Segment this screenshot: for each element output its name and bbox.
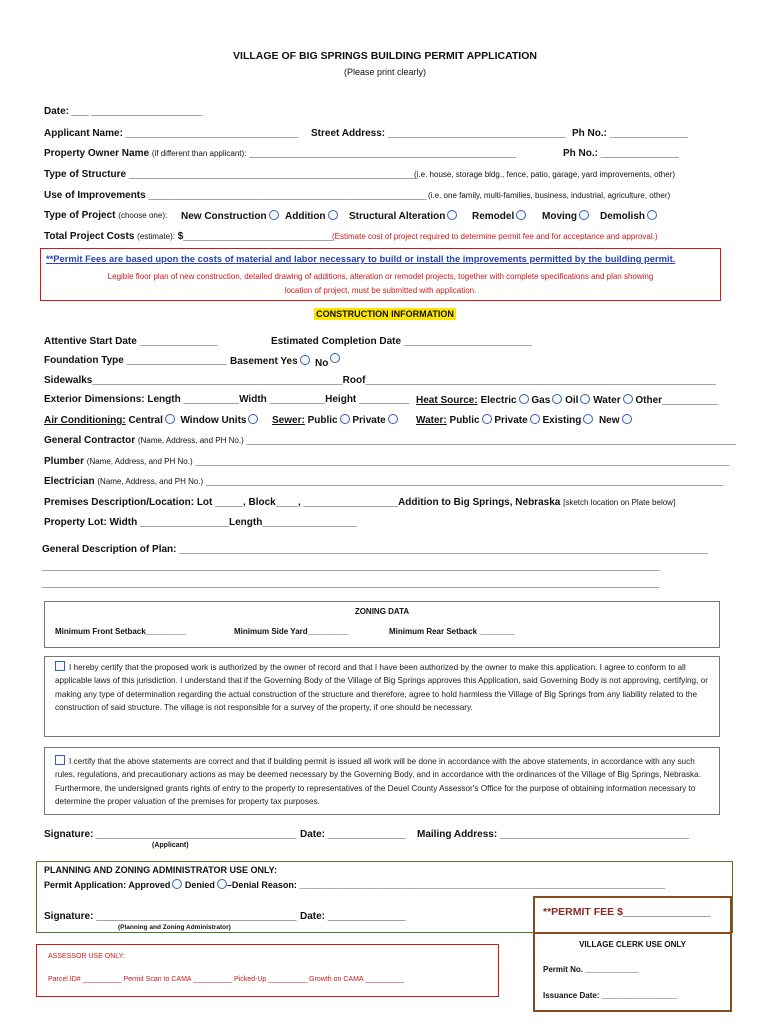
heat-water[interactable]: [593, 395, 632, 406]
basement-no[interactable]: [315, 353, 340, 369]
electrician-label: Electrician: [44, 476, 95, 487]
admin-date-field[interactable]: Date: ______________: [300, 911, 406, 922]
admin-caption: (Planning and Zoning Administrator): [118, 924, 231, 931]
gc-label: General Contractor: [44, 435, 136, 446]
permit-application-label: Permit Application:: [44, 880, 127, 890]
applicant-date-field[interactable]: Date: ______________: [300, 829, 406, 840]
plumber-label: Plumber: [44, 456, 85, 467]
remodel-label: Remodel: [472, 211, 515, 222]
assessor-heading: ASSESSOR USE ONLY:: [48, 953, 125, 960]
ac-window-label: Window Units: [180, 415, 247, 426]
construction-heading: [0, 309, 770, 319]
sidewalks-roof-field[interactable]: Sidewalks_____________________________________________Roof_______________________________________________________________: [44, 375, 716, 386]
addition-label: Addition: [285, 211, 326, 222]
assessor-row[interactable]: Parcel ID# __________ Permit Scan to CAMA __________ Picked-Up __________ Growth on CAMA __________: [48, 976, 405, 983]
owner-label: Property Owner Name: [44, 148, 150, 159]
heat-other-line[interactable]: __________: [662, 395, 718, 406]
heat-electric[interactable]: [480, 395, 528, 406]
sewer-row: [272, 414, 398, 426]
plan-row: [42, 544, 708, 555]
form-subtitle: (Please print clearly): [343, 67, 427, 77]
radio-icon[interactable]: [519, 394, 529, 404]
issuance-date-field[interactable]: Issuance Date: _________________: [543, 991, 678, 1000]
moving-label: Moving: [542, 211, 577, 222]
basement-no-label: No: [315, 358, 329, 369]
assessor-box: [36, 944, 499, 997]
sewer-public-label: Public: [307, 415, 338, 426]
water-private[interactable]: [494, 415, 539, 426]
admin-signature-field[interactable]: Signature: ____________________________________: [44, 911, 297, 922]
radio-icon[interactable]: [580, 394, 590, 404]
new-construction-label: New Construction: [181, 211, 267, 222]
construction-heading-text: CONSTRUCTION INFORMATION: [316, 309, 454, 319]
sewer-private[interactable]: [352, 415, 397, 426]
heat-source-row: [416, 394, 718, 406]
radio-icon[interactable]: [330, 353, 340, 363]
water-label: Water:: [416, 415, 447, 426]
sewer-private-label: Private: [352, 415, 386, 426]
premises-note: [sketch location on Plate below]: [563, 498, 676, 507]
heat-gas[interactable]: [531, 395, 562, 406]
project-demolish[interactable]: [600, 210, 657, 222]
radio-icon[interactable]: [248, 414, 258, 424]
radio-icon[interactable]: [447, 210, 457, 220]
electrician-row: [44, 476, 723, 487]
denied-option[interactable]: [185, 880, 227, 890]
permit-no-field[interactable]: Permit No. ____________: [543, 965, 639, 974]
owner-row: [44, 148, 516, 159]
structure-field[interactable]: Type of Structure ____________________________________________________: [44, 169, 419, 180]
radio-icon[interactable]: [388, 414, 398, 424]
side-yard-field[interactable]: Minimum Side Yard_________: [234, 627, 348, 636]
applicant-caption: (Applicant): [152, 842, 189, 849]
phone-field[interactable]: Ph No.: ______________: [572, 128, 688, 139]
mailing-address-field[interactable]: Mailing Address: __________________________________: [417, 829, 690, 840]
plumber-field[interactable]: ________________________________________________________________________________________________: [195, 456, 730, 467]
heat-oil-label: Oil: [565, 395, 579, 406]
radio-icon[interactable]: [623, 394, 633, 404]
certify-text-2: I certify that the above statements are correct and that if building permit is issued all work will be done in accordance with the above statements, in accordance with any such rules, regulations, and precautionary actions as may be deemed necessary by the Governing Body, and in accordance with the ordinances of the Village of Big Springs, Nebraska. Furthermore, the undersigned grants rights of entry to the property to representatives of the Deuel County Assessor's Office for the purpose of obtaining information necessary to determine the proper valuation of the premises for property tax purposes.: [55, 757, 701, 807]
ac-label: Air Conditioning:: [44, 415, 126, 426]
structure-note: (i.e. house, storage bldg., fence, patio, garage, yard improvements, other): [414, 170, 676, 179]
plan-line-1[interactable]: _______________________________________________________________________________________________: [179, 544, 708, 555]
costs-label: Total Project Costs: [44, 231, 135, 242]
heat-electric-label: Electric: [480, 395, 517, 406]
owner-note: (if different than applicant):: [151, 149, 247, 158]
heat-other-label: Other: [635, 395, 663, 406]
improvements-note: (i.e. one family, multi-families, business, industrial, agriculture, other): [428, 191, 671, 200]
radio-icon[interactable]: [530, 414, 540, 424]
property-lot-field[interactable]: Property Lot: Width ________________Length_________________: [44, 517, 357, 528]
structural-alteration-label: Structural Alteration: [349, 211, 446, 222]
water-public[interactable]: [450, 415, 492, 426]
checkbox-icon[interactable]: [55, 755, 65, 765]
plumber-note: (Name, Address, and PH No.): [86, 457, 193, 466]
radio-icon[interactable]: [622, 414, 632, 424]
radio-icon[interactable]: [300, 355, 310, 365]
radio-icon[interactable]: [552, 394, 562, 404]
costs-note: (estimate):: [137, 232, 175, 241]
foundation-field[interactable]: Foundation Type __________________: [44, 355, 227, 366]
plumber-row: [44, 456, 729, 467]
water-public-label: Public: [449, 415, 480, 426]
approved-label: Approved: [128, 880, 171, 890]
water-existing-label: Existing: [542, 415, 582, 426]
costs-red-note: (Estimate cost of project required to determine permit fee and for acceptance and approval.): [332, 232, 658, 241]
water-new-label: New: [598, 415, 620, 426]
ac-window-units[interactable]: [180, 415, 258, 426]
front-setback-field[interactable]: Minimum Front Setback_________: [55, 627, 186, 636]
permit-fee-field[interactable]: _______________: [622, 906, 711, 918]
project-type-row: [44, 210, 167, 221]
certify-text-1: I hereby certify that the proposed work is authorized by the owner of record and that I have been authorized by the owner to make this application. I agree to conform to all applicable laws of this jurisdiction. I understand that if the Governing Body of the Village of Big Springs approves this Application, said Governing Body is not approving, certifying, or making any type of determination regarding the actual construction of the structure and therefore, agree to hold harmless the Village of Big Springs from any liability related to the construction of said structure. The village is not responsible for a survey of the property, if one should be necessary.: [55, 663, 708, 713]
certify-paragraph-2: [55, 755, 717, 809]
completion-date-field[interactable]: Estimated Completion Date _______________________: [271, 336, 532, 347]
project-addition[interactable]: [285, 210, 338, 222]
notice-line3: location of project, must be submitted with application.: [284, 286, 477, 295]
zoning-heading: ZONING DATA: [354, 607, 410, 616]
ac-central[interactable]: [128, 415, 174, 426]
demolish-label: Demolish: [600, 211, 646, 222]
radio-icon[interactable]: [516, 210, 526, 220]
costs-row: [44, 231, 333, 242]
general-contractor-field[interactable]: ________________________________________________________________________________________: [246, 435, 736, 446]
project-moving[interactable]: [542, 210, 589, 222]
owner-name-field[interactable]: ________________________________________________: [249, 148, 517, 159]
permit-decision-row: [44, 879, 665, 890]
exterior-dimensions-field[interactable]: Exterior Dimensions: Length __________Width __________Height _________: [44, 394, 410, 405]
water-existing[interactable]: [542, 415, 593, 426]
radio-icon[interactable]: [340, 414, 350, 424]
project-new-construction[interactable]: [181, 210, 279, 222]
electrician-note: (Name, Address, and PH No.): [97, 477, 204, 486]
denial-reason-field[interactable]: –Denial Reason: _________________________________________________________________________: [226, 880, 665, 890]
radio-icon[interactable]: [579, 210, 589, 220]
rear-setback-field[interactable]: Minimum Rear Setback ________: [389, 627, 515, 636]
applicant-signature-field[interactable]: Signature: ____________________________________: [44, 829, 297, 840]
owner-phone-field[interactable]: Ph No.: ______________: [563, 148, 679, 159]
heat-water-label: Water: [593, 395, 621, 406]
radio-icon[interactable]: [217, 879, 227, 889]
sewer-public[interactable]: [308, 415, 350, 426]
project-type-label: Type of Project: [44, 210, 116, 221]
checkbox-icon[interactable]: [55, 661, 65, 671]
applicant-name-field[interactable]: Applicant Name: _______________________________: [44, 128, 299, 139]
premises-field[interactable]: Premises Description/Location: Lot _____, Block____, _________________Addition to Big Springs, Nebraska: [44, 497, 561, 508]
ac-row: [44, 414, 258, 426]
permit-fee-row: [543, 906, 711, 918]
project-type-note: (choose one):: [118, 211, 168, 220]
radio-icon[interactable]: [647, 210, 657, 220]
permit-fee-label: **PERMIT FEE $: [543, 906, 623, 918]
water-new[interactable]: [599, 415, 632, 426]
heat-oil[interactable]: [565, 395, 590, 406]
plan-label: General Description of Plan:: [42, 544, 177, 555]
heat-source-label: Heat Source:: [416, 395, 478, 406]
radio-icon[interactable]: [482, 414, 492, 424]
start-date-field[interactable]: Attentive Start Date ______________: [44, 336, 218, 347]
denied-label: Denied: [184, 880, 215, 890]
plan-line-3[interactable]: _______________________________________________________________________________________________________________: [42, 578, 660, 589]
radio-icon[interactable]: [172, 879, 182, 889]
radio-icon[interactable]: [269, 210, 279, 220]
project-structural-alteration[interactable]: [349, 210, 457, 222]
radio-icon[interactable]: [328, 210, 338, 220]
approved-option[interactable]: [128, 880, 182, 890]
radio-icon[interactable]: [165, 414, 175, 424]
form-title: VILLAGE OF BIG SPRINGS BUILDING PERMIT APPLICATION: [233, 50, 537, 62]
improvements-field[interactable]: Use of Improvements __________________________________________________: [44, 190, 427, 201]
basement-yes-label: Basement Yes: [230, 356, 298, 367]
gc-note: (Name, Address, and PH No.): [137, 436, 244, 445]
electrician-field[interactable]: _____________________________________________________________________________________________: [205, 476, 724, 487]
date-field[interactable]: Date: ___ ____________________: [44, 106, 203, 117]
notice-line2: Legible floor plan of new construction, detailed drawing of additions, alteration or remodel projects, together with complete specifications and plan showing: [107, 272, 654, 281]
premises-row: [44, 497, 675, 508]
water-private-label: Private: [494, 415, 528, 426]
clerk-heading: VILLAGE CLERK USE ONLY: [579, 940, 686, 949]
basement-yes[interactable]: [230, 355, 310, 367]
general-contractor-row: [44, 435, 736, 446]
plan-line-2[interactable]: _______________________________________________________________________________________________________________: [42, 561, 660, 572]
costs-field[interactable]: $___________________________: [177, 231, 334, 242]
radio-icon[interactable]: [583, 414, 593, 424]
street-address-field[interactable]: Street Address: ________________________________: [311, 128, 566, 139]
notice-permit-fees: **Permit Fees are based upon the costs of material and labor necessary to build or install the improvements permitted by the building permit.: [46, 253, 676, 264]
sewer-label: Sewer:: [272, 415, 305, 426]
certify-paragraph-1: [55, 661, 717, 715]
planning-heading: PLANNING AND ZONING ADMINISTRATOR USE ONLY:: [44, 865, 278, 875]
ac-central-label: Central: [128, 415, 163, 426]
water-row: [416, 414, 632, 426]
project-remodel[interactable]: [472, 210, 526, 222]
heat-other[interactable]: [635, 395, 717, 406]
heat-gas-label: Gas: [531, 395, 551, 406]
